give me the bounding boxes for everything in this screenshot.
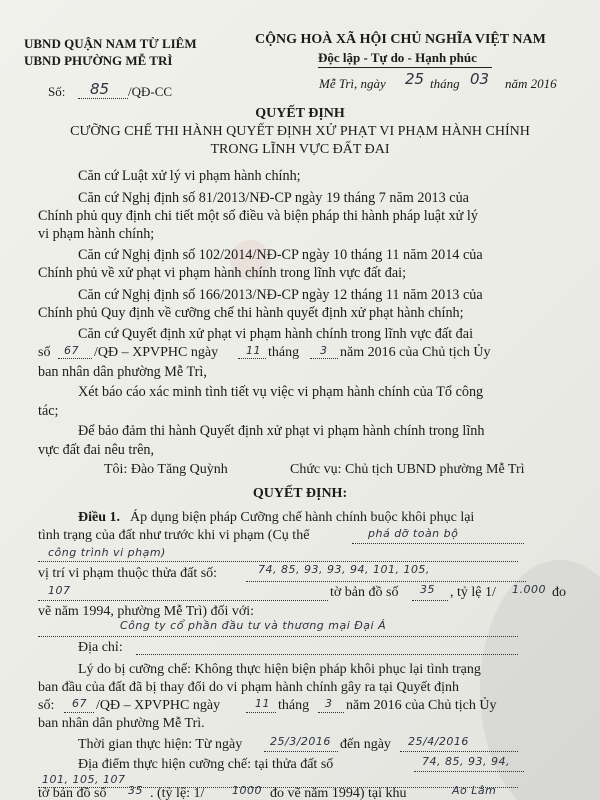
time-label: Thời gian thực hiện: Từ ngày <box>78 737 243 752</box>
article-1-line-1: Áp dụng biện pháp Cưỡng chế hành chính buộc khôi phục lại <box>130 510 475 525</box>
date-month: 03 <box>470 70 490 88</box>
document-type-title: QUYẾT ĐỊNH <box>255 106 345 121</box>
reason-line-1: Lý do bị cưỡng chế: Không thực hiện biện pháp khôi phục lại tình trạng <box>78 662 481 677</box>
preamble-line: Căn cứ Nghị định số 166/2013/NĐ-CP ngày 12 tháng 11 năm 2013 của <box>78 287 483 303</box>
basis-number: 67 <box>64 344 79 357</box>
date-month-label: tháng <box>430 76 460 91</box>
time-from-dots <box>264 751 338 752</box>
target-dots <box>38 636 518 637</box>
reason-3-month-dots <box>318 712 344 713</box>
document-subject-line-1: CƯỠNG CHẾ THI HÀNH QUYẾT ĐỊNH XỬ PHẠT VI PHẠM HÀNH CHÍNH <box>70 124 530 139</box>
time-to-dots <box>400 751 518 752</box>
preamble-line: Xét báo cáo xác minh tình tiết vụ việc vi phạm hành chính của Tổ công <box>78 384 484 400</box>
basis-middle: /QĐ – XPVPHC ngày <box>94 345 219 360</box>
address-dots <box>136 654 518 655</box>
reason-3-day-dots <box>246 712 276 713</box>
handwritten-map: 35 <box>420 583 435 596</box>
document-subject-line-2: TRONG LĨNH VỰC ĐẤT ĐAI <box>210 142 390 157</box>
article-1-label: Điều 1. <box>78 510 120 525</box>
document-number-label: Số: <box>48 84 66 99</box>
number-dotline <box>78 98 128 99</box>
basis-day: 11 <box>246 344 261 357</box>
place-dots <box>414 771 524 772</box>
preamble-line: ban nhân dân phường Mễ Trì, <box>38 364 207 380</box>
national-motto: Độc lập - Tự do - Hạnh phúc <box>318 50 477 65</box>
date-prefix: Mễ Trì, ngày <box>319 76 386 91</box>
motto-underline <box>318 67 492 68</box>
parcel-dots-2 <box>38 600 328 601</box>
parcel-label: vị trí vi phạm thuộc thửa đất số: <box>38 566 218 581</box>
reason-3-number: 67 <box>72 697 87 710</box>
handwritten-scale: 1.000 <box>512 583 546 596</box>
article-1-line-2: tình trạng của đất như trước khi vi phạm (Cụ thể <box>38 528 310 543</box>
handwritten-place-parcels-2: 101, 105, 107 <box>42 773 126 786</box>
preamble-line: Để bảo đảm thi hành Quyết định xử phạt vi phạm hành chính trong lĩnh <box>78 423 485 439</box>
preamble-line: vi phạm hành chính; <box>38 226 155 242</box>
time-mid: đến ngày <box>340 737 391 752</box>
last-line-mid: . (tỷ lệ: 1/ <box>150 786 205 800</box>
basis-month-dots <box>310 358 338 359</box>
parcel-dots <box>246 581 526 582</box>
handwritten-time-from: 25/3/2016 <box>270 735 331 748</box>
handwritten-specific-1: phá dỡ toàn bộ <box>368 527 459 540</box>
reason-line-4: ban nhân dân phường Mễ Trì. <box>38 716 205 731</box>
basis-number-dots <box>58 358 92 359</box>
date-day: 25 <box>405 70 425 88</box>
reason-3-middle: /QĐ – XPVPHC ngày <box>96 698 221 713</box>
authority-district: UBND QUẬN NAM TỪ LIÊM <box>24 36 197 51</box>
signatory-name: Tôi: Đào Tăng Quỳnh <box>104 462 228 477</box>
nation-title: CỘNG HOÀ XÃ HỘI CHỦ NGHĨA VIỆT NAM <box>255 32 546 47</box>
place-label: Địa điểm thực hiện cưỡng chế: tại thửa đất số <box>78 757 334 772</box>
preamble-line: vực đất đai nêu trên, <box>38 442 155 458</box>
document-number-suffix: /QĐ-CC <box>128 84 173 99</box>
handwritten-parcels-1: 74, 85, 93, 93, 94, 101, 105, <box>258 563 430 576</box>
map-label: tờ bản đồ số <box>330 585 399 600</box>
last-line-prefix: tờ bản đồ số <box>38 786 107 800</box>
reason-3-day: 11 <box>255 697 270 710</box>
handwritten-area: Ao Lâm <box>452 784 497 797</box>
scale-tail: đo <box>552 585 566 600</box>
date-year: năm 2016 <box>505 76 557 91</box>
basis-month: 3 <box>320 344 328 357</box>
map-dots <box>412 600 448 601</box>
preamble-line: Chính phủ Quy định về cưỡng chế thi hành quyết định xử phạt hành chính; <box>38 305 464 321</box>
last-line-tail: đo vẽ năm 1994) tại khu <box>270 786 407 800</box>
basis-day-dots <box>238 358 266 359</box>
preamble-line: Căn cứ Quyết định xử phạt vi phạm hành chính trong lĩnh vực đất đai <box>78 326 474 342</box>
signatory-position: Chức vụ: Chủ tịch UBND phường Mễ Trì <box>290 462 525 477</box>
basis-prefix: số <box>38 345 51 360</box>
specific-dots-1 <box>352 543 524 544</box>
document-number-value: 85 <box>90 80 110 98</box>
handwritten-last-map: 35 <box>128 784 143 797</box>
address-label: Địa chỉ: <box>78 640 123 655</box>
preamble-line: tác; <box>38 403 59 419</box>
basis-suffix: năm 2016 của Chủ tịch Ủy <box>340 345 491 360</box>
preamble-line: Chính phủ về xử phạt vi phạm hành chính trong lĩnh vực đất đai; <box>38 265 407 281</box>
handwritten-parcels-2: 107 <box>48 584 71 597</box>
handwritten-specific-2: công trình vi phạm) <box>48 546 166 559</box>
reason-3-suffix: năm 2016 của Chủ tịch Ủy <box>346 698 497 713</box>
basis-month-label: tháng <box>268 345 300 360</box>
authority-ward: UBND PHƯỜNG MỄ TRÌ <box>24 53 173 68</box>
specific-dots-2 <box>38 561 518 562</box>
preamble-line: Căn cứ Nghị định số 102/2014/NĐ-CP ngày 10 tháng 11 năm 2014 của <box>78 247 483 263</box>
preamble-line: Chính phủ quy định chi tiết một số điều và biện pháp thi hành pháp luật xử lý <box>38 208 478 224</box>
preamble-line: Căn cứ Luật xử lý vi phạm hành chính; <box>78 168 301 184</box>
reason-3-month-label: tháng <box>278 698 310 713</box>
reason-3-prefix: số: <box>38 698 55 713</box>
reason-3-month: 3 <box>325 697 333 710</box>
handwritten-last-scale: 1000 <box>232 784 262 797</box>
decision-heading: QUYẾT ĐỊNH: <box>252 486 348 501</box>
preamble-line: Căn cứ Nghị định số 81/2013/NĐ-CP ngày 19 tháng 7 năm 2013 của <box>78 190 469 206</box>
scale-label: , tỷ lệ 1/ <box>450 585 496 600</box>
reason-3-number-dots <box>64 712 94 713</box>
handwritten-place-parcels-1: 74, 85, 93, 94, <box>422 755 510 768</box>
survey-line: vẽ năm 1994, phường Mễ Trì) đối với: <box>38 604 255 619</box>
handwritten-target: Công ty cổ phần đầu tư và thương mại Đại Á <box>120 619 387 632</box>
handwritten-time-to: 25/4/2016 <box>408 735 469 748</box>
reason-line-2: ban đầu của đất đã bị thay đổi do vi phạm hành chính gây ra tại Quyết định <box>38 680 460 695</box>
